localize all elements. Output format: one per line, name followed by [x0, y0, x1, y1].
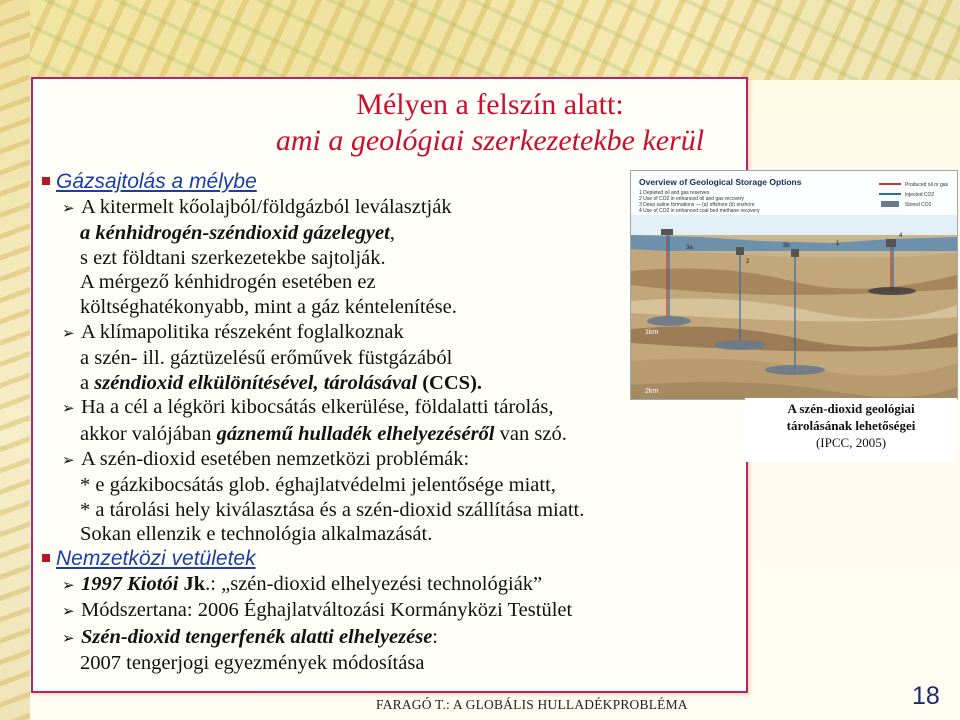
- stored-co2-reservoir: [647, 316, 691, 326]
- site-label: 3a: [686, 245, 693, 251]
- arrow-bullet-icon: ➢: [62, 604, 75, 621]
- square-bullet-icon: [42, 554, 50, 562]
- figure-option: 2 Use of CO2 in enhanced oil and gas recovery: [639, 196, 745, 202]
- text-line: 2007 tengerjogi egyezmények módosítása: [80, 652, 425, 675]
- legend-stored-swatch: [881, 201, 899, 207]
- arrow-bullet-icon: ➢: [62, 630, 75, 647]
- square-bullet-icon: [42, 177, 50, 185]
- slide-subtitle: ami a geológiai szerkezetekbe kerül: [275, 124, 705, 157]
- text-line: s ezt földtani szerkezetekbe sajtolják.: [80, 246, 386, 269]
- geological-storage-diagram: [631, 171, 957, 399]
- decorative-header-strip: [0, 0, 960, 80]
- arrow-bullet-icon: ➢: [62, 401, 75, 418]
- section-heading: Gázsajtolás a mélybe: [42, 170, 762, 195]
- site-label: 2: [746, 259, 750, 265]
- arrow-bullet-icon: ➢: [62, 452, 75, 469]
- stored-co2-reservoir: [714, 340, 766, 350]
- legend-label: Produced oil or gas: [905, 182, 949, 188]
- arrow-bullet-icon: ➢: [62, 200, 75, 217]
- site-label: 3b: [783, 243, 790, 249]
- arrow-bullet-icon: ➢: [62, 325, 75, 342]
- site-label: 1: [836, 241, 840, 247]
- coal-seam: [868, 287, 916, 295]
- arrow-bullet-icon: ➢: [62, 577, 75, 594]
- bullet-line: ➢ A klímapolitika részeként foglalkoznak: [42, 320, 762, 347]
- section-heading: Nemzetközi vetületek: [42, 547, 762, 572]
- text-line: akkor valójában gáznemű hulladék elhelyezéséről van szó.: [80, 422, 567, 445]
- legend-label: Stored CO2: [905, 202, 932, 208]
- page-number: 18: [912, 682, 940, 710]
- stored-co2-reservoir: [765, 365, 825, 375]
- caption-source: (IPCC, 2005): [815, 435, 887, 450]
- bullet-line: ➢ 1997 Kiotói Jk.: „szén-dioxid elhelyezési technológiák”: [42, 572, 762, 599]
- text-line: A mérgező kénhidrogén esetében ez: [80, 271, 376, 294]
- bullet-line: ➢ Ha a cél a légköri kibocsátás elkerülése, földalatti tárolás,: [42, 395, 762, 422]
- text-line: a széndioxid elkülönítésével, tárolásával (CCS).: [80, 371, 483, 394]
- bullet-line: ➢ Szén-dioxid tengerfenék alatti elhelyezése:: [42, 625, 762, 652]
- slide-title: Mélyen a felszín alatt:: [356, 88, 624, 121]
- text-line: a kénhidrogén-széndioxid gázelegyet,: [80, 222, 395, 245]
- text-line: költséghatékonyabb, mint a gáz kéntelenítése.: [80, 295, 457, 318]
- bullet-line: ➢ Módszertana: 2006 Éghajlatváltozási Kormányközi Testület: [42, 598, 762, 625]
- depth-label: 1km: [645, 329, 659, 336]
- bullet-line: ➢ A kitermelt kőolajból/földgázból leválasztják: [42, 195, 762, 222]
- site-label: 4: [899, 233, 903, 239]
- figure-caption: [745, 398, 957, 462]
- depth-label: 2km: [645, 388, 659, 395]
- figure-option: 3 Deep saline formations — (a) offshore (b) onshore: [639, 202, 755, 208]
- figure-option: 4 Use of CO2 in enhanced coal bed methane recovery: [639, 208, 760, 214]
- geological-storage-figure: [630, 170, 958, 400]
- footer-text: FARAGÓ T.: A GLOBÁLIS HULLADÉKPROBLÉMA: [376, 697, 688, 712]
- text-line: Sokan ellenzik e technológia alkalmazását.: [80, 523, 433, 546]
- decorative-side-strip: [0, 0, 30, 720]
- caption-line: tárolásának lehetőségei: [786, 418, 916, 433]
- figure-option: 1 Depleted oil and gas reserves: [639, 190, 710, 196]
- bullet-line: ➢ A szén-dioxid esetében nemzetközi problémák:: [42, 447, 762, 474]
- text-line: * e gázkibocsátás glob. éghajlatvédelmi jelentősége miatt,: [80, 474, 556, 497]
- text-line: a szén- ill. gáztüzelésű erőművek füstgázából: [80, 347, 453, 370]
- figure-title: Overview of Geological Storage Options: [639, 177, 802, 187]
- text-line: * a tárolási hely kiválasztása és a szén-dioxid szállítása miatt.: [80, 498, 585, 521]
- legend-label: Injected CO2: [905, 192, 935, 198]
- caption-line: A szén-dioxid geológiai: [787, 401, 915, 416]
